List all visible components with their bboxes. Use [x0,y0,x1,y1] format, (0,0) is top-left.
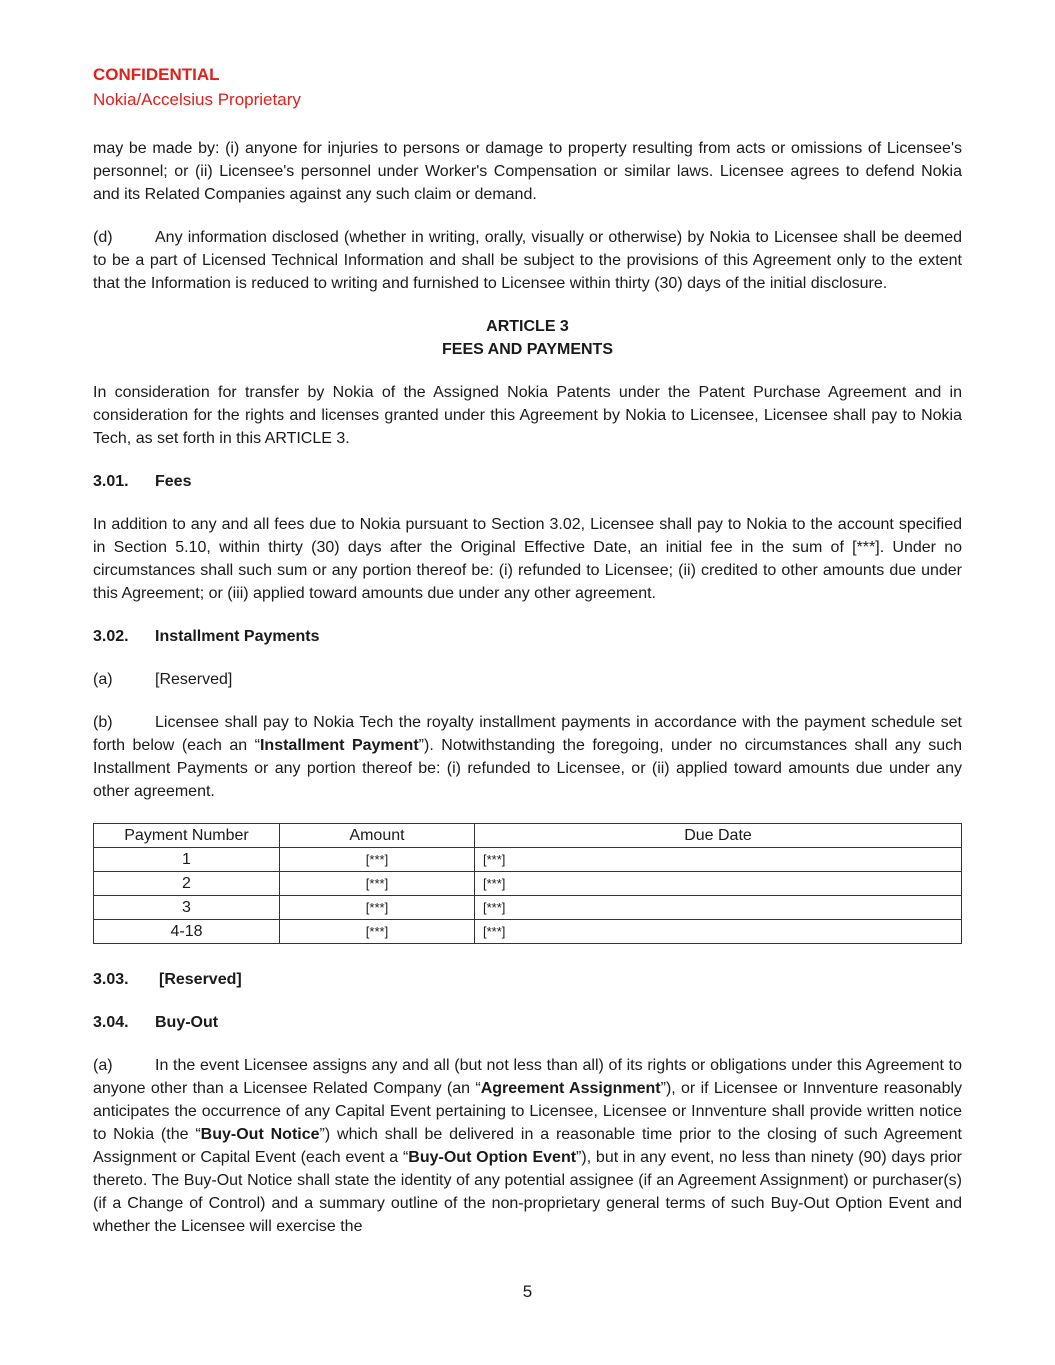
article-heading [93,315,962,361]
paragraph-buyout-text-4: ”), but in any event, no less than ninety (90) days prior thereto. The Buy-Out Notice shall state the identity of any potential assignee (if an Agreement Assignment) or purchaser(s) (if a Change of Control) and a summary outline of the non-proprietary general terms of such Buy-Out Option Event and whether the Licensee will exercise the [93,1149,963,1235]
cell-payment-number: 3 [94,896,280,920]
proprietary-label: Nokia/Accelsius Proprietary [93,90,301,109]
paragraph-d-label: (d) [93,229,113,246]
paragraph-buyout-text-3: ”) which shall be delivered in a reasonable time prior to the closing of such Agreement Assignment or Capital Event (each event a “ [93,1126,962,1166]
header-payment-number: Payment Number [94,824,280,848]
paragraph-a-text: [Reserved] [155,671,233,688]
paragraph-buyout-text-2: ”), or if Licensee or Innventure reasonably anticipates the occurrence of any Capital Event pertaining to Licensee, Licensee or Innventure shall provide written notice to Nokia (the “ [93,1080,963,1143]
page-number: 5 [522,1282,533,1301]
article-title: FEES AND PAYMENTS [442,341,613,358]
defined-term-buyout-option-event: Buy-Out Option Event [408,1149,577,1166]
section-title: [Reserved] [159,971,242,988]
section-3-03-heading [93,968,962,991]
paragraph-a-label: (a) [93,671,113,688]
section-title: Fees [155,473,192,490]
table-row [94,848,962,872]
section-number: 3.04. [93,1014,129,1031]
cell-amount: [***] [280,896,475,920]
cell-due-date: [***] [475,848,962,872]
paragraph-fees: In addition to any and all fees due to Nokia pursuant to Section 3.02, Licensee shall pay to Nokia to the account specified in Section 5.10, within thirty (30) days after the Original Effective Date, an initial fee in the sum of [***]. Under no circumstances shall such sum or any portion thereof be: (i) refunded to Licensee; (ii) credited to other amounts due under this Agreement; or (iii) applied toward amounts due under any other agreement. [93,516,962,602]
confidential-label: CONFIDENTIAL [93,65,220,84]
header-due-date: Due Date [475,824,962,848]
table-row [94,920,962,944]
section-number: 3.02. [93,628,129,645]
confidential-header [93,63,301,112]
cell-amount: [***] [280,920,475,944]
payment-schedule-table [93,823,962,944]
cell-due-date: [***] [475,896,962,920]
section-3-04-heading [93,1011,962,1034]
table-header-row [94,824,962,848]
defined-term-agreement-assignment: Agreement Assignment [480,1080,661,1097]
paragraph-d [93,226,962,295]
cell-amount: [***] [280,872,475,896]
section-title: Installment Payments [155,628,320,645]
paragraph-b [93,711,962,803]
table-row [94,896,962,920]
document-body [93,137,962,1258]
section-3-02-heading [93,625,962,648]
paragraph-consideration: In consideration for transfer by Nokia of the Assigned Nokia Patents under the Patent Purchase Agreement and in consideration for the rights and licenses granted under this Agreement by Nokia to Licensee, Licensee shall pay to Nokia Tech, as set forth in this ARTICLE 3. [93,384,962,447]
paragraph-continuation: may be made by: (i) anyone for injuries to persons or damage to property resulting from acts or omissions of Licensee's personnel; or (ii) Licensee's personnel under Worker's Compensation or similar laws. Licensee agrees to defend Nokia and its Related Companies against any such claim or demand. [93,140,962,203]
section-title: Buy-Out [155,1014,219,1031]
cell-payment-number: 2 [94,872,280,896]
header-amount: Amount [280,824,475,848]
cell-due-date: [***] [475,920,962,944]
paragraph-buyout-a [93,1054,962,1238]
paragraph-a-reserved [93,668,962,691]
cell-payment-number: 4-18 [94,920,280,944]
table-row [94,872,962,896]
cell-amount: [***] [280,848,475,872]
section-number: 3.01. [93,473,129,490]
paragraph-b-label: (b) [93,714,113,731]
paragraph-buyout-text-1: In the event Licensee assigns any and all (but not less than all) of its rights or obligations under this Agreement to anyone other than a Licensee Related Company (an “ [93,1057,962,1097]
paragraph-buyout-a-label: (a) [93,1057,113,1074]
paragraph-b-text-2: ”). Notwithstanding the foregoing, under no circumstances shall any such Installment Payments or any portion thereof be: (i) refunded to Licensee, or (ii) applied toward amounts due under any other agreement. [93,737,963,800]
paragraph-b-text-1: Licensee shall pay to Nokia Tech the royalty installment payments in accordance with the payment schedule set forth below (each an “ [93,714,962,754]
section-number: 3.03. [93,971,129,988]
cell-due-date: [***] [475,872,962,896]
defined-term-installment-payment: Installment Payment [259,737,419,754]
cell-payment-number: 1 [94,848,280,872]
paragraph-d-text: Any information disclosed (whether in writing, orally, visually or otherwise) by Nokia to Licensee shall be deemed to be a part of Licensed Technical Information and shall be subject to the provisions of this Agreement only to the extent that the Information is reduced to writing and furnished to Licensee within thirty (30) days of the initial disclosure. [93,229,962,292]
section-3-01-heading [93,470,962,493]
defined-term-buyout-notice: Buy-Out Notice [200,1126,320,1143]
article-number: ARTICLE 3 [486,318,569,335]
